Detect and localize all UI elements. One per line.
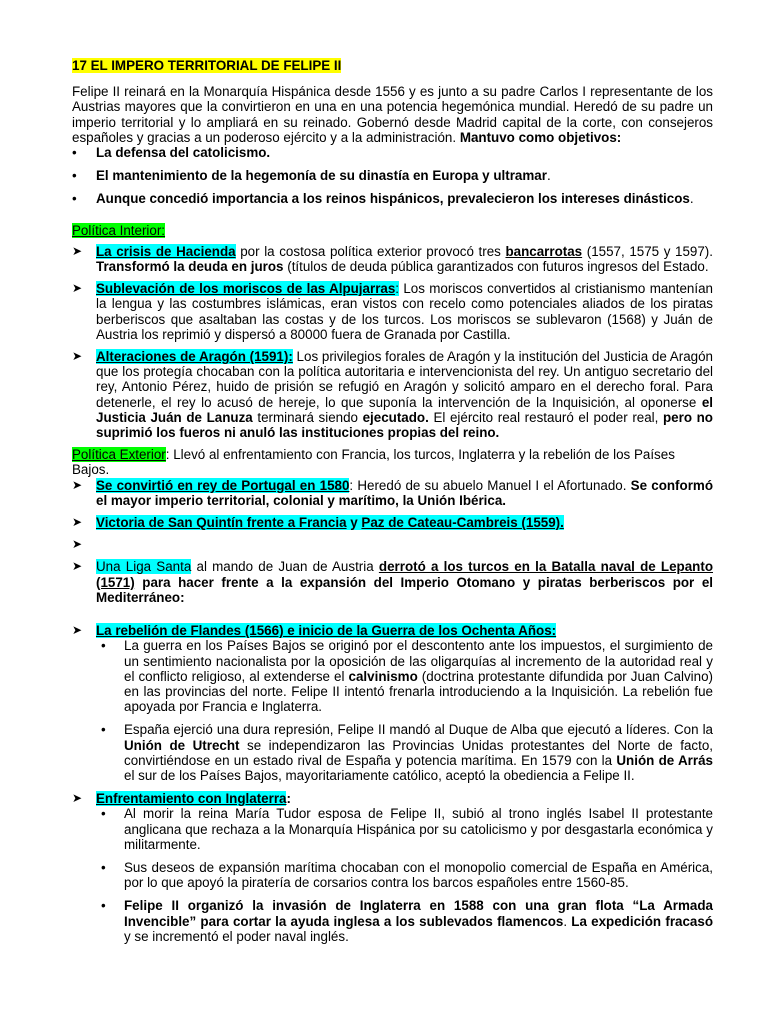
arras-text: Unión de Arrás xyxy=(616,752,713,768)
armada-text: Felipe II organizó la invasión de Inglaterra en 1588 con una gran flota “La Armada Invencible” para cortar la ayuda inglesa a los sublevados flamencos xyxy=(124,898,713,929)
exterior-heading-text: Política Exterior xyxy=(72,447,166,463)
sanquintin-highlight: Victoria de San Quintín frente a Francia xyxy=(96,515,347,531)
arrow-bullet-icon: ➤ xyxy=(72,515,83,530)
objective-item xyxy=(72,168,713,183)
arrow-bullet-icon: ➤ xyxy=(72,281,83,296)
inglaterra-text: Al morir la reina María Tudor esposa de Felipe II, subió al trono inglés Isabel II protestante anglicana que rechaza a la Monarquía Hispánica por su catolicismo y por desgastarla económica y militarmente. xyxy=(124,806,713,852)
hacienda-highlight: La crisis de Hacienda xyxy=(96,243,236,259)
interior-heading xyxy=(72,223,713,238)
flandes-text: La guerra en los Países Bajos se originó por el descontento ante los impuestos, el surgimiento de un sentimiento nacionalista por la oposición de las oligarquías al incremento de la autoridad real y el conflicto religioso, al extenderse el xyxy=(124,638,713,684)
aragon-highlight: Alteraciones de Aragón (1591): xyxy=(96,349,293,365)
inglaterra-highlight: Enfrentamiento con Inglaterra xyxy=(96,791,287,807)
portugal-item xyxy=(72,478,713,508)
intro-text: Felipe II reinará en la Monarquía Hispánica desde 1556 y es junto a su padre Carlos I representante de los Austrias mayores que la convirtieron en una en una potencia hegemónica mundial. Heredó de su padre un imperio territorial y lo ampliará en su reinado. Gobernó desde Madrid capital de la corte, con consejeros españoles y gracias a un poderoso ejército y a la administración. xyxy=(72,84,713,145)
objective-item xyxy=(72,145,713,160)
hacienda-item xyxy=(72,244,713,274)
arrow-bullet-icon: ➤ xyxy=(72,623,83,638)
flandes-text-3: el sur de los Países Bajos, mayoritariamente católico, aceptó la obediencia a Felipe II. xyxy=(124,767,635,783)
utrecht-text: Unión de Utrecht xyxy=(124,737,240,753)
bullet-dot-icon: • xyxy=(101,722,106,738)
flandes-highlight: La rebelión de Flandes (1566) e inicio de la Guerra de los Ochenta Años: xyxy=(96,623,557,639)
sanquintin-item xyxy=(72,515,713,530)
exterior-intro: : Llevó al enfrentamiento con Francia, los turcos, Inglaterra y la rebelión de los Países Bajos. xyxy=(72,447,675,478)
flandes-text-2: (doctrina protestante difundida por Juan Calvino) en las provincias del norte. Felipe II intentó frenarla introduciendo a la Inquisición. La rebelión fue apoyada por Francia e Inglaterra. xyxy=(124,668,713,715)
lepanto-bold: derrotó a los turcos en la Batalla naval de Lepanto (1571) xyxy=(96,559,713,590)
liga-santa-highlight: Una Liga Santa xyxy=(96,559,192,575)
objective-bold: Aunque concedió importancia a los reinos hispánicos, prevalecieron los intereses dinásticos xyxy=(96,191,690,207)
lanuza-text: el Justicia Juán de Lanuza xyxy=(96,394,713,425)
document-title: 17 EL IMPERO TERRITORIAL DE FELIPE II xyxy=(72,58,342,73)
lepanto-item xyxy=(72,559,713,605)
empty-item xyxy=(72,537,713,552)
armada-sep: . xyxy=(563,913,572,929)
flandes-text-2: se independizaron las Provincias Unidas protestantes del Norte de facto, convirtiéndose en un estado rival de España y potencia marítima. En 1579 con la xyxy=(124,737,713,768)
portugal-text: : Heredó de su abuelo Manuel I el Afortunado. xyxy=(349,477,631,493)
objective-rest: . xyxy=(546,168,551,184)
bullet-dot-icon: • xyxy=(101,859,106,875)
aragon-text-3: El ejército real restauró el poder real, xyxy=(428,409,663,425)
aragon-text: Los privilegios forales de Aragón y la institución del Justicia de Aragón que los protegía chocaban con la política autoritaria e intervencionista del rey. Un antiguo secretario del rey, Antonio Pérez, huido de prisión se refugió en Aragón y solicitó amparo en el derecho foral. Para detenerle, el rey lo acusó de hereje, lo que suponía la intervención de la Inquisición, al oponerse xyxy=(96,349,713,410)
arrow-bullet-icon: ➤ xyxy=(72,791,83,806)
moriscos-highlight: Sublevación de los moriscos de las Alpujarras xyxy=(96,281,396,297)
lepanto-bold-2: para hacer frente a la expansión del Imperio Otomano y piratas berberiscos por el Mediterráneo: xyxy=(96,574,713,605)
bullet-dot-icon: • xyxy=(101,898,106,914)
sanquintin-join: y xyxy=(346,515,362,531)
flandes-subitem xyxy=(96,638,713,714)
inglaterra-subitem xyxy=(96,860,713,890)
moriscos-text: Los moriscos convertidos al cristianismo mantenían la lengua y las costumbres islámicas, eran vistos con recelo como potenciales aliados de los piratas berberiscos que asaltaban las costas y de los turcos. Los moriscos se sublevaron (1568) y Juán de Austria los reprimió y dispersó a 80000 fuera de Granada por Castilla. xyxy=(96,281,713,342)
arrow-bullet-icon: ➤ xyxy=(72,477,83,492)
interior-heading-text: Política Interior: xyxy=(72,222,166,238)
inglaterra-text: Sus deseos de expansión marítima chocaban con el monopolio comercial de España en América, por lo que apoyó la piratería de corsarios contra los barcos españoles entre 1560-85. xyxy=(124,859,713,891)
inglaterra-item xyxy=(72,791,713,944)
exterior-list xyxy=(72,478,713,944)
inglaterra-colon: : xyxy=(286,791,291,807)
flandes-subitem xyxy=(96,722,713,783)
flandes-text: España ejerció una dura represión, Felipe II mandó al Duque de Alba que ejecutó a líderes. Con la xyxy=(124,722,713,738)
juros-text: Transformó la deuda en juros xyxy=(96,259,284,275)
objectives-list xyxy=(72,145,713,207)
flandes-item xyxy=(72,623,713,783)
hacienda-text: por la costosa política exterior provocó tres xyxy=(235,243,506,259)
flandes-sublist xyxy=(96,638,713,783)
aragon-text-2: terminará siendo xyxy=(252,409,363,425)
arrow-bullet-icon: ➤ xyxy=(72,537,83,552)
armada-end: y se incrementó el poder naval inglés. xyxy=(124,928,349,944)
arrow-bullet-icon: ➤ xyxy=(72,243,83,258)
moriscos-item xyxy=(72,281,713,342)
intro-bold: Mantuvo como objetivos: xyxy=(459,129,622,145)
objective-item xyxy=(72,191,713,206)
arrow-bullet-icon: ➤ xyxy=(72,349,83,364)
inglaterra-subitem xyxy=(96,898,713,944)
bullet-dot-icon: • xyxy=(101,806,106,822)
interior-list xyxy=(72,244,713,440)
exterior-heading xyxy=(72,447,713,477)
fueros-text: pero no suprimió los fueros ni anuló las instituciones propias del reino. xyxy=(96,409,713,441)
bullet-dot-icon: • xyxy=(101,638,106,654)
moriscos-colon: : xyxy=(395,281,400,297)
intro-paragraph xyxy=(72,84,713,145)
objective-rest: . xyxy=(689,191,694,207)
union-iberica-text: Se conformó el mayor imperio territorial, colonial y marítimo, la Unión Ibérica. xyxy=(96,477,713,508)
inglaterra-sublist xyxy=(96,806,713,944)
bancarrotas-text: bancarrotas xyxy=(505,243,583,259)
fracaso-text: La expedición fracasó xyxy=(571,913,713,929)
aragon-item xyxy=(72,349,713,440)
objective-bold: El mantenimiento de la hegemonía de su dinastía en Europa y ultramar xyxy=(96,168,547,184)
inglaterra-subitem xyxy=(96,806,713,852)
arrow-bullet-icon: ➤ xyxy=(72,559,83,574)
hacienda-years: (1557, 1575 y 1597). xyxy=(582,243,713,259)
hacienda-text-end: (títulos de deuda pública garantizados con futuros ingresos del Estado. xyxy=(283,259,709,275)
objective-bold: La defensa del catolicismo. xyxy=(96,145,271,161)
calvinismo-text: calvinismo xyxy=(348,668,418,684)
ejecutado-text: ejecutado. xyxy=(362,409,429,425)
cateau-highlight: Paz de Cateau-Cambreis (1559). xyxy=(361,515,564,531)
lepanto-text: al mando de Juan de Austria xyxy=(191,559,379,575)
portugal-highlight: Se convirtió en rey de Portugal en 1580 xyxy=(96,477,350,493)
